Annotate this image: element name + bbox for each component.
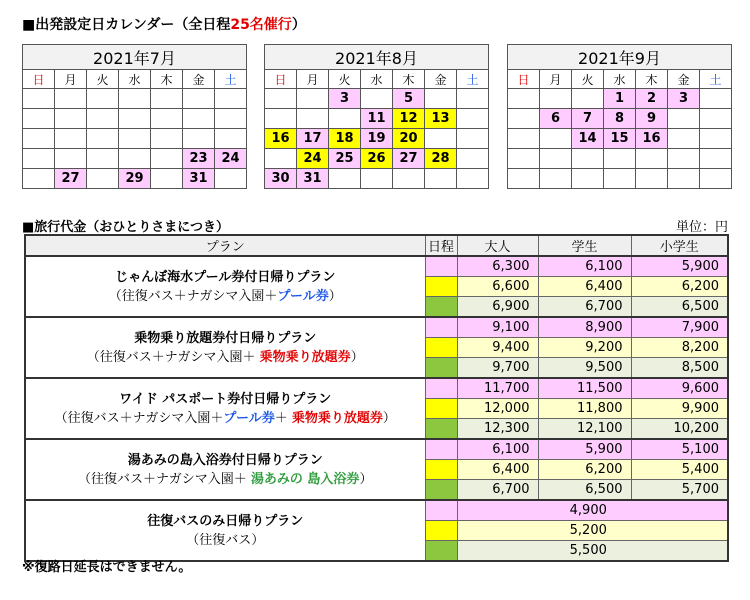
calendar-empty-cell: [700, 109, 732, 129]
calendar-week-row: [23, 89, 247, 109]
plan-name: 乗物乗り放題券付日帰りプラン: [134, 330, 317, 346]
plan-detail: [26, 470, 425, 489]
calendar-empty-cell: [23, 149, 55, 169]
calendar-day: 30: [265, 169, 297, 189]
adult-price: 6,400: [457, 460, 538, 480]
calendar-september: [507, 44, 732, 189]
adult-price: 6,900: [457, 297, 538, 318]
weekday-row: [508, 70, 732, 89]
schedule-color-cell: [425, 419, 457, 440]
calendar-month-label: 2021年7月: [23, 45, 247, 70]
schedule-color-cell: [425, 541, 457, 562]
plan-cell: [25, 256, 425, 317]
calendar-day: 16: [265, 129, 297, 149]
fare-row: [25, 256, 728, 277]
schedule-color-cell: [425, 500, 457, 521]
calendar-empty-cell: [457, 129, 489, 149]
plan-name: 湯あみの島入浴券付日帰りプラン: [127, 452, 323, 468]
calendar-empty-cell: [151, 129, 183, 149]
schedule-color-cell: [425, 338, 457, 358]
calendar-empty-cell: [425, 169, 457, 189]
fare-header-row: [25, 235, 728, 256]
calendar-week-row: [508, 169, 732, 189]
calendar-empty-cell: [297, 89, 329, 109]
calendar-day: 20: [393, 129, 425, 149]
weekday-row: [23, 70, 247, 89]
calendar-empty-cell: [265, 89, 297, 109]
weekday-label: 土: [700, 70, 732, 89]
calendar-day: 16: [636, 129, 668, 149]
student-price: 11,500: [538, 378, 631, 399]
calendar-day: 27: [393, 149, 425, 169]
calendar-empty-cell: [457, 109, 489, 129]
calendar-day: 25: [329, 149, 361, 169]
weekday-label: 日: [508, 70, 540, 89]
weekday-label: 水: [361, 70, 393, 89]
plan-detail: [26, 348, 425, 367]
plan-detail-part: ）: [359, 471, 373, 487]
calendar-empty-cell: [668, 109, 700, 129]
adult-price: 6,600: [457, 277, 538, 297]
plan-detail: [26, 531, 425, 550]
calendar-week-row: [508, 89, 732, 109]
calendar-week-row: [265, 109, 489, 129]
adult-price: 9,100: [457, 317, 538, 338]
header-adult: 大人: [457, 235, 538, 256]
calendar-empty-cell: [668, 149, 700, 169]
child-price: 5,700: [631, 480, 728, 501]
child-price: 6,200: [631, 277, 728, 297]
plan-detail-part: 湯あみの 島入浴券: [250, 471, 360, 487]
adult-price: 9,700: [457, 358, 538, 379]
weekday-row: [265, 70, 489, 89]
plan-cell: [25, 439, 425, 500]
calendar-empty-cell: [87, 109, 119, 129]
calendar-week-row: [265, 129, 489, 149]
calendar-empty-cell: [23, 89, 55, 109]
calendar-empty-cell: [183, 129, 215, 149]
calendar-week-row: [23, 169, 247, 189]
calendar-day: 27: [55, 169, 87, 189]
unit-label: 単位：円: [675, 220, 728, 235]
schedule-color-cell: [425, 378, 457, 399]
plan-name: じゃんぼ海水プール券付日帰りプラン: [115, 269, 336, 285]
weekday-label: 木: [393, 70, 425, 89]
calendar-empty-cell: [55, 149, 87, 169]
calendar-empty-cell: [457, 149, 489, 169]
calendar-day: 14: [572, 129, 604, 149]
child-price: 7,900: [631, 317, 728, 338]
note: ※復路日延長はできません。: [22, 560, 192, 575]
schedule-color-cell: [425, 521, 457, 541]
plan-detail: [26, 409, 425, 428]
student-price: 6,200: [538, 460, 631, 480]
calendar-empty-cell: [329, 109, 361, 129]
calendar-week-row: [265, 169, 489, 189]
student-price: 9,500: [538, 358, 631, 379]
plan-name: ワイド パスポート券付日帰りプラン: [119, 391, 332, 407]
calendar-empty-cell: [572, 169, 604, 189]
fare-table: [24, 234, 729, 562]
calendar-month-row: [23, 45, 247, 70]
calendar-empty-cell: [540, 149, 572, 169]
plan-cell: [25, 317, 425, 378]
calendar-empty-cell: [636, 149, 668, 169]
weekday-label: 月: [55, 70, 87, 89]
calendar-empty-cell: [215, 169, 247, 189]
calendar-empty-cell: [572, 89, 604, 109]
calendar-day: 24: [215, 149, 247, 169]
header-schedule: 日程: [425, 235, 457, 256]
calendar-week-row: [23, 129, 247, 149]
calendar-empty-cell: [23, 109, 55, 129]
student-price: 5,900: [538, 439, 631, 460]
calendar-empty-cell: [393, 169, 425, 189]
calendar-empty-cell: [119, 129, 151, 149]
calendar-day: 5: [393, 89, 425, 109]
weekday-label: 木: [151, 70, 183, 89]
weekday-label: 月: [540, 70, 572, 89]
weekday-label: 火: [329, 70, 361, 89]
header-child: 小学生: [631, 235, 728, 256]
weekday-label: 日: [265, 70, 297, 89]
calendar-title: ■出発設定日カレンダー（全日程25名催行）: [22, 17, 306, 33]
calendar-empty-cell: [55, 109, 87, 129]
calendar-day: 24: [297, 149, 329, 169]
calendar-day: 13: [425, 109, 457, 129]
student-price: 8,900: [538, 317, 631, 338]
calendar-empty-cell: [457, 169, 489, 189]
calendar-empty-cell: [508, 109, 540, 129]
weekday-label: 土: [215, 70, 247, 89]
child-price: 6,500: [631, 297, 728, 318]
schedule-color-cell: [425, 399, 457, 419]
student-price: 6,400: [538, 277, 631, 297]
calendar-empty-cell: [604, 169, 636, 189]
weekday-label: 木: [636, 70, 668, 89]
schedule-color-cell: [425, 277, 457, 297]
calendar-month-label: 2021年9月: [508, 45, 732, 70]
student-price: 12,100: [538, 419, 631, 440]
weekday-label: 月: [297, 70, 329, 89]
plan-detail-part: （往復バス＋ナガシマ入園＋: [78, 471, 251, 487]
plan-detail-part: 乗物乗り放題券: [291, 410, 383, 426]
schedule-color-cell: [425, 439, 457, 460]
flat-price: 5,200: [457, 521, 728, 541]
schedule-color-cell: [425, 317, 457, 338]
calendar-week-row: [23, 149, 247, 169]
calendar-day: 23: [183, 149, 215, 169]
calendar-day: 28: [425, 149, 457, 169]
fare-row: [25, 439, 728, 460]
calendar-empty-cell: [508, 169, 540, 189]
calendar-day: 2: [636, 89, 668, 109]
calendar-empty-cell: [151, 89, 183, 109]
calendar-empty-cell: [668, 169, 700, 189]
calendar-empty-cell: [87, 129, 119, 149]
calendar-empty-cell: [540, 89, 572, 109]
student-price: 9,200: [538, 338, 631, 358]
schedule-color-cell: [425, 460, 457, 480]
calendar-empty-cell: [329, 169, 361, 189]
fare-title: ■旅行代金（おひとりさまにつき）: [22, 220, 230, 235]
calendar-day: 6: [540, 109, 572, 129]
child-price: 5,100: [631, 439, 728, 460]
calendar-empty-cell: [23, 169, 55, 189]
calendar-empty-cell: [508, 149, 540, 169]
flat-price: 5,500: [457, 541, 728, 562]
flat-price: 4,900: [457, 500, 728, 521]
child-price: 5,900: [631, 256, 728, 277]
calendar-day: 12: [393, 109, 425, 129]
child-price: 9,600: [631, 378, 728, 399]
weekday-label: 金: [183, 70, 215, 89]
child-price: 9,900: [631, 399, 728, 419]
schedule-color-cell: [425, 480, 457, 501]
calendar-empty-cell: [87, 169, 119, 189]
header-plan: プラン: [25, 235, 425, 256]
plan-detail-part: ）: [382, 410, 396, 426]
calendar-week-row: [508, 109, 732, 129]
calendar-empty-cell: [119, 89, 151, 109]
schedule-color-cell: [425, 358, 457, 379]
weekday-label: 金: [425, 70, 457, 89]
calendar-day: 26: [361, 149, 393, 169]
adult-price: 9,400: [457, 338, 538, 358]
calendar-empty-cell: [540, 169, 572, 189]
child-price: 10,200: [631, 419, 728, 440]
calendar-empty-cell: [700, 169, 732, 189]
calendar-day: 31: [183, 169, 215, 189]
calendar-empty-cell: [508, 89, 540, 109]
calendar-day: 1: [604, 89, 636, 109]
schedule-color-cell: [425, 256, 457, 277]
calendar-empty-cell: [151, 109, 183, 129]
weekday-label: 金: [668, 70, 700, 89]
calendar-week-row: [23, 109, 247, 129]
calendar-empty-cell: [265, 109, 297, 129]
plan-detail-part: （往復バス＋ナガシマ入園＋: [86, 349, 260, 365]
calendar-empty-cell: [87, 149, 119, 169]
calendar-empty-cell: [700, 129, 732, 149]
adult-price: 11,700: [457, 378, 538, 399]
weekday-label: 火: [572, 70, 604, 89]
calendar-empty-cell: [55, 129, 87, 149]
calendar-day: 11: [361, 109, 393, 129]
calendar-empty-cell: [508, 129, 540, 149]
calendar-day: 9: [636, 109, 668, 129]
student-price: 6,700: [538, 297, 631, 318]
calendar-day: 18: [329, 129, 361, 149]
calendar-empty-cell: [700, 149, 732, 169]
calendar-day: 15: [604, 129, 636, 149]
plan-cell: [25, 378, 425, 439]
calendar-day: 7: [572, 109, 604, 129]
plan-detail-part: （往復バス＋ナガシマ入園＋: [54, 410, 224, 426]
calendar-empty-cell: [572, 149, 604, 169]
calendar-month-label: 2021年8月: [265, 45, 489, 70]
plan-detail-part: （往復バス＋ナガシマ入園＋: [108, 288, 278, 304]
calendar-day: 3: [329, 89, 361, 109]
plan-detail-part: プール券: [223, 410, 275, 426]
calendar-month-row: [508, 45, 732, 70]
calendar-day: 8: [604, 109, 636, 129]
adult-price: 12,300: [457, 419, 538, 440]
calendar-week-row: [265, 149, 489, 169]
plan-detail-part: （往復バス）: [186, 532, 265, 548]
calendar-empty-cell: [297, 109, 329, 129]
calendar-empty-cell: [119, 109, 151, 129]
plan-cell: [25, 500, 425, 561]
fare-row: [25, 378, 728, 399]
calendar-week-row: [508, 149, 732, 169]
plan-detail-part: ）: [328, 288, 342, 304]
calendar-empty-cell: [604, 149, 636, 169]
calendar-week-row: [265, 89, 489, 109]
calendar-empty-cell: [636, 169, 668, 189]
calendar-empty-cell: [700, 89, 732, 109]
fare-row: [25, 500, 728, 521]
fare-row: [25, 317, 728, 338]
plan-detail: [26, 287, 425, 306]
calendar-empty-cell: [668, 129, 700, 149]
fare-body: [25, 256, 728, 561]
adult-price: 12,000: [457, 399, 538, 419]
calendar-empty-cell: [457, 89, 489, 109]
calendar-august: [264, 44, 489, 189]
student-price: 11,800: [538, 399, 631, 419]
calendar-day: 31: [297, 169, 329, 189]
adult-price: 6,100: [457, 439, 538, 460]
plan-detail-part: ＋: [274, 410, 292, 426]
calendar-empty-cell: [361, 89, 393, 109]
calendar-day: 19: [361, 129, 393, 149]
calendar-empty-cell: [215, 109, 247, 129]
calendar-empty-cell: [119, 149, 151, 169]
weekday-label: 水: [604, 70, 636, 89]
calendar-empty-cell: [215, 129, 247, 149]
weekday-label: 土: [457, 70, 489, 89]
schedule-color-cell: [425, 297, 457, 318]
student-price: 6,100: [538, 256, 631, 277]
student-price: 6,500: [538, 480, 631, 501]
child-price: 8,500: [631, 358, 728, 379]
child-price: 5,400: [631, 460, 728, 480]
weekday-label: 水: [119, 70, 151, 89]
weekday-label: 火: [87, 70, 119, 89]
adult-price: 6,700: [457, 480, 538, 501]
calendar-empty-cell: [425, 89, 457, 109]
header-student: 学生: [538, 235, 631, 256]
calendar-week-row: [508, 129, 732, 149]
calendar-empty-cell: [183, 109, 215, 129]
calendar-empty-cell: [87, 89, 119, 109]
calendar-empty-cell: [540, 129, 572, 149]
calendar-july: [22, 44, 247, 189]
plan-detail-part: プール券: [277, 288, 329, 304]
calendar-empty-cell: [215, 89, 247, 109]
calendar-empty-cell: [425, 129, 457, 149]
calendar-month-row: [265, 45, 489, 70]
calendar-empty-cell: [55, 89, 87, 109]
calendar-empty-cell: [265, 149, 297, 169]
plan-detail-part: ）: [350, 349, 364, 365]
calendar-empty-cell: [151, 169, 183, 189]
adult-price: 6,300: [457, 256, 538, 277]
plan-detail-part: 乗物乗り放題券: [259, 349, 351, 365]
plan-name: 往復バスのみ日帰りプラン: [147, 513, 304, 529]
calendar-empty-cell: [361, 169, 393, 189]
calendar-day: 17: [297, 129, 329, 149]
weekday-label: 日: [23, 70, 55, 89]
calendar-day: 29: [119, 169, 151, 189]
calendar-empty-cell: [23, 129, 55, 149]
calendar-day: 3: [668, 89, 700, 109]
calendar-empty-cell: [151, 149, 183, 169]
calendar-empty-cell: [183, 89, 215, 109]
child-price: 8,200: [631, 338, 728, 358]
